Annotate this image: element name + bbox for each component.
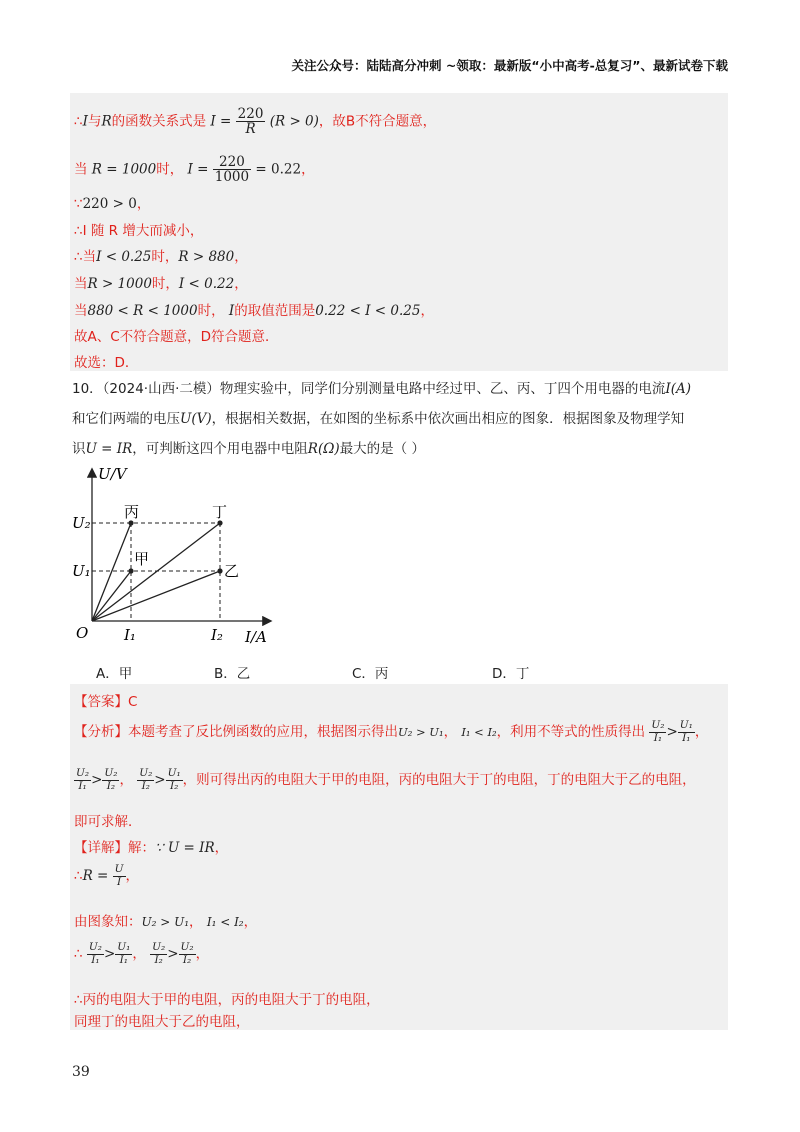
tick-u2: U₂ — [72, 514, 91, 532]
tick-i2: I₂ — [211, 626, 223, 644]
analysis-line-3: 即可求解． — [74, 814, 142, 830]
fraction: $\frac{\text{U₂}}{\text{I₁}}$ — [76, 767, 90, 792]
fraction: $\frac{\text{U₂}}{\text{I₂}}$ — [139, 767, 153, 792]
label-yi: 乙 — [224, 562, 240, 580]
point-bing — [128, 520, 133, 525]
choice-d[interactable]: D．丁 — [492, 666, 530, 682]
solution-line-4: ∴I 随 R 增大而减小， — [74, 223, 204, 239]
prev-solution-block — [70, 93, 728, 371]
solution-line-7: 当880 < R < 1000时， I的取值范围是0.22 < I < 0.25， — [74, 303, 434, 319]
point-yi — [217, 568, 222, 573]
fraction: $\frac{\text{U₁}}{\text{I₁}}$ — [117, 941, 131, 966]
analysis-line-2: $\frac{\text{U₂}}{\text{I₁}}$ > $\frac{\text{U₂}}{\text{I₂}}$ ， $\frac{\text{U₂}}{\text{I₂}}$ > $\frac{\text{U₁}}{\text{I₂}}$ ，则可得出丙的电阻大于甲的电阻，丙的电阻大于丁的电阻，丁的电阻大于乙的电阻， — [76, 767, 696, 792]
origin-label: O — [76, 624, 89, 642]
detail-line-5: ∴丙的电阻大于甲的电阻，丙的电阻大于丁的电阻， — [74, 992, 380, 1008]
fraction: $\frac{\text{U₂}}{\text{I₁}}$ — [651, 719, 665, 744]
choice-b[interactable]: B．乙 — [214, 666, 251, 682]
choice-c[interactable]: C．丙 — [352, 666, 389, 682]
fraction: $\frac{\text{U₁}}{\text{I₂}}$ — [167, 767, 181, 792]
solution-line-2: 当 R = 1000时， I = $\frac{220}{1000}$ = 0.22， — [74, 154, 315, 186]
detail-line-3: 由图象知：U₂ > U₁， I₁ < I₂， — [74, 914, 258, 930]
detail-line-6: 同理丁的电阻大于乙的电阻， — [74, 1014, 250, 1030]
question-text — [72, 374, 732, 464]
tick-i1: I₁ — [124, 626, 136, 644]
ui-graph — [70, 462, 290, 652]
question-line-3: 识U = IR，可判断这四个用电器中电阻R(Ω)最大的是（ ） — [72, 441, 425, 457]
fraction: $\frac{220}{1000}$ — [214, 154, 250, 186]
solution-line-3: ∵220 > 0， — [74, 196, 151, 212]
label-jia: 甲 — [134, 550, 150, 568]
page-number: 39 — [72, 1064, 90, 1080]
solution-line-5: ∴当I < 0.25时，R > 880， — [74, 249, 248, 265]
point-jia — [128, 568, 133, 573]
x-axis-label: I/A — [245, 628, 267, 646]
label-ding: 丁 — [212, 503, 228, 521]
fraction: $\frac{\text{U₂}}{\text{I₂}}$ — [180, 941, 194, 966]
fraction: $\frac{220}{R}$ — [237, 106, 264, 138]
y-axis-label: U/V — [98, 465, 127, 483]
detail-line-4: ∴ $\frac{\text{U₂}}{\text{I₁}}$ > $\frac{\text{U₁}}{\text{I₁}}$ ， $\frac{\text{U₂}}{\text{I₂}}$ > $\frac{\text{U₂}}{\text{I₂}}$ ， — [74, 941, 210, 966]
tick-u1: U₁ — [72, 562, 91, 580]
fraction: $\frac{\text{U₂}}{\text{I₁}}$ — [88, 941, 102, 966]
detail-line-2: ∴R = $\frac{U}{I}$ ， — [74, 863, 140, 888]
question-line-2: 和它们两端的电压U(V)，根据相关数据，在如图的坐标系中依次画出相应的图象．根据图象及物理学知 — [72, 411, 685, 427]
choice-a[interactable]: A．甲 — [96, 666, 133, 682]
solution-line-1: ∴I与R的函数关系式是 I = $\frac{220}{R}$ (R > 0)，故B不符合题意， — [74, 106, 437, 138]
point-ding — [217, 520, 222, 525]
detail-line-1: 【详解】解：∵ U = IR， — [74, 840, 229, 856]
page-header: 关注公众号：陆陆高分冲刺 ~领取：最新版“小中高考-总复习”、最新试卷下载 — [291, 58, 728, 73]
fraction: $\frac{\text{U₂}}{\text{I₂}}$ — [104, 767, 118, 792]
label-bing: 丙 — [124, 503, 140, 521]
solution-line-6: 当R > 1000时，I < 0.22， — [74, 276, 248, 292]
answer-line: 【答案】C — [74, 694, 138, 710]
answer-block — [70, 684, 728, 1030]
solution-line-8: 故A、C不符合题意，D符合题意． — [74, 329, 279, 345]
fraction: $\frac{U}{I}$ — [114, 863, 124, 888]
fraction: $\frac{\text{U₁}}{\text{I₁}}$ — [679, 719, 693, 744]
question-line-1: 10．（2024·山西·二模）物理实验中，同学们分别测量电路中经过甲、乙、丙、丁四个用电器的电流I(A) — [72, 381, 691, 397]
fraction: $\frac{\text{U₂}}{\text{I₂}}$ — [152, 941, 166, 966]
analysis-line-1: 【分析】本题考查了反比例函数的应用，根据图示得出U₂ > U₁， I₁ < I₂，利用不等式的性质得出 $\frac{\text{U₂}}{\text{I₁}}$ > $\frac{\text{U₁}}{\text{I₁}}$ ， — [74, 719, 709, 744]
solution-line-9: 故选：D． — [74, 355, 139, 371]
